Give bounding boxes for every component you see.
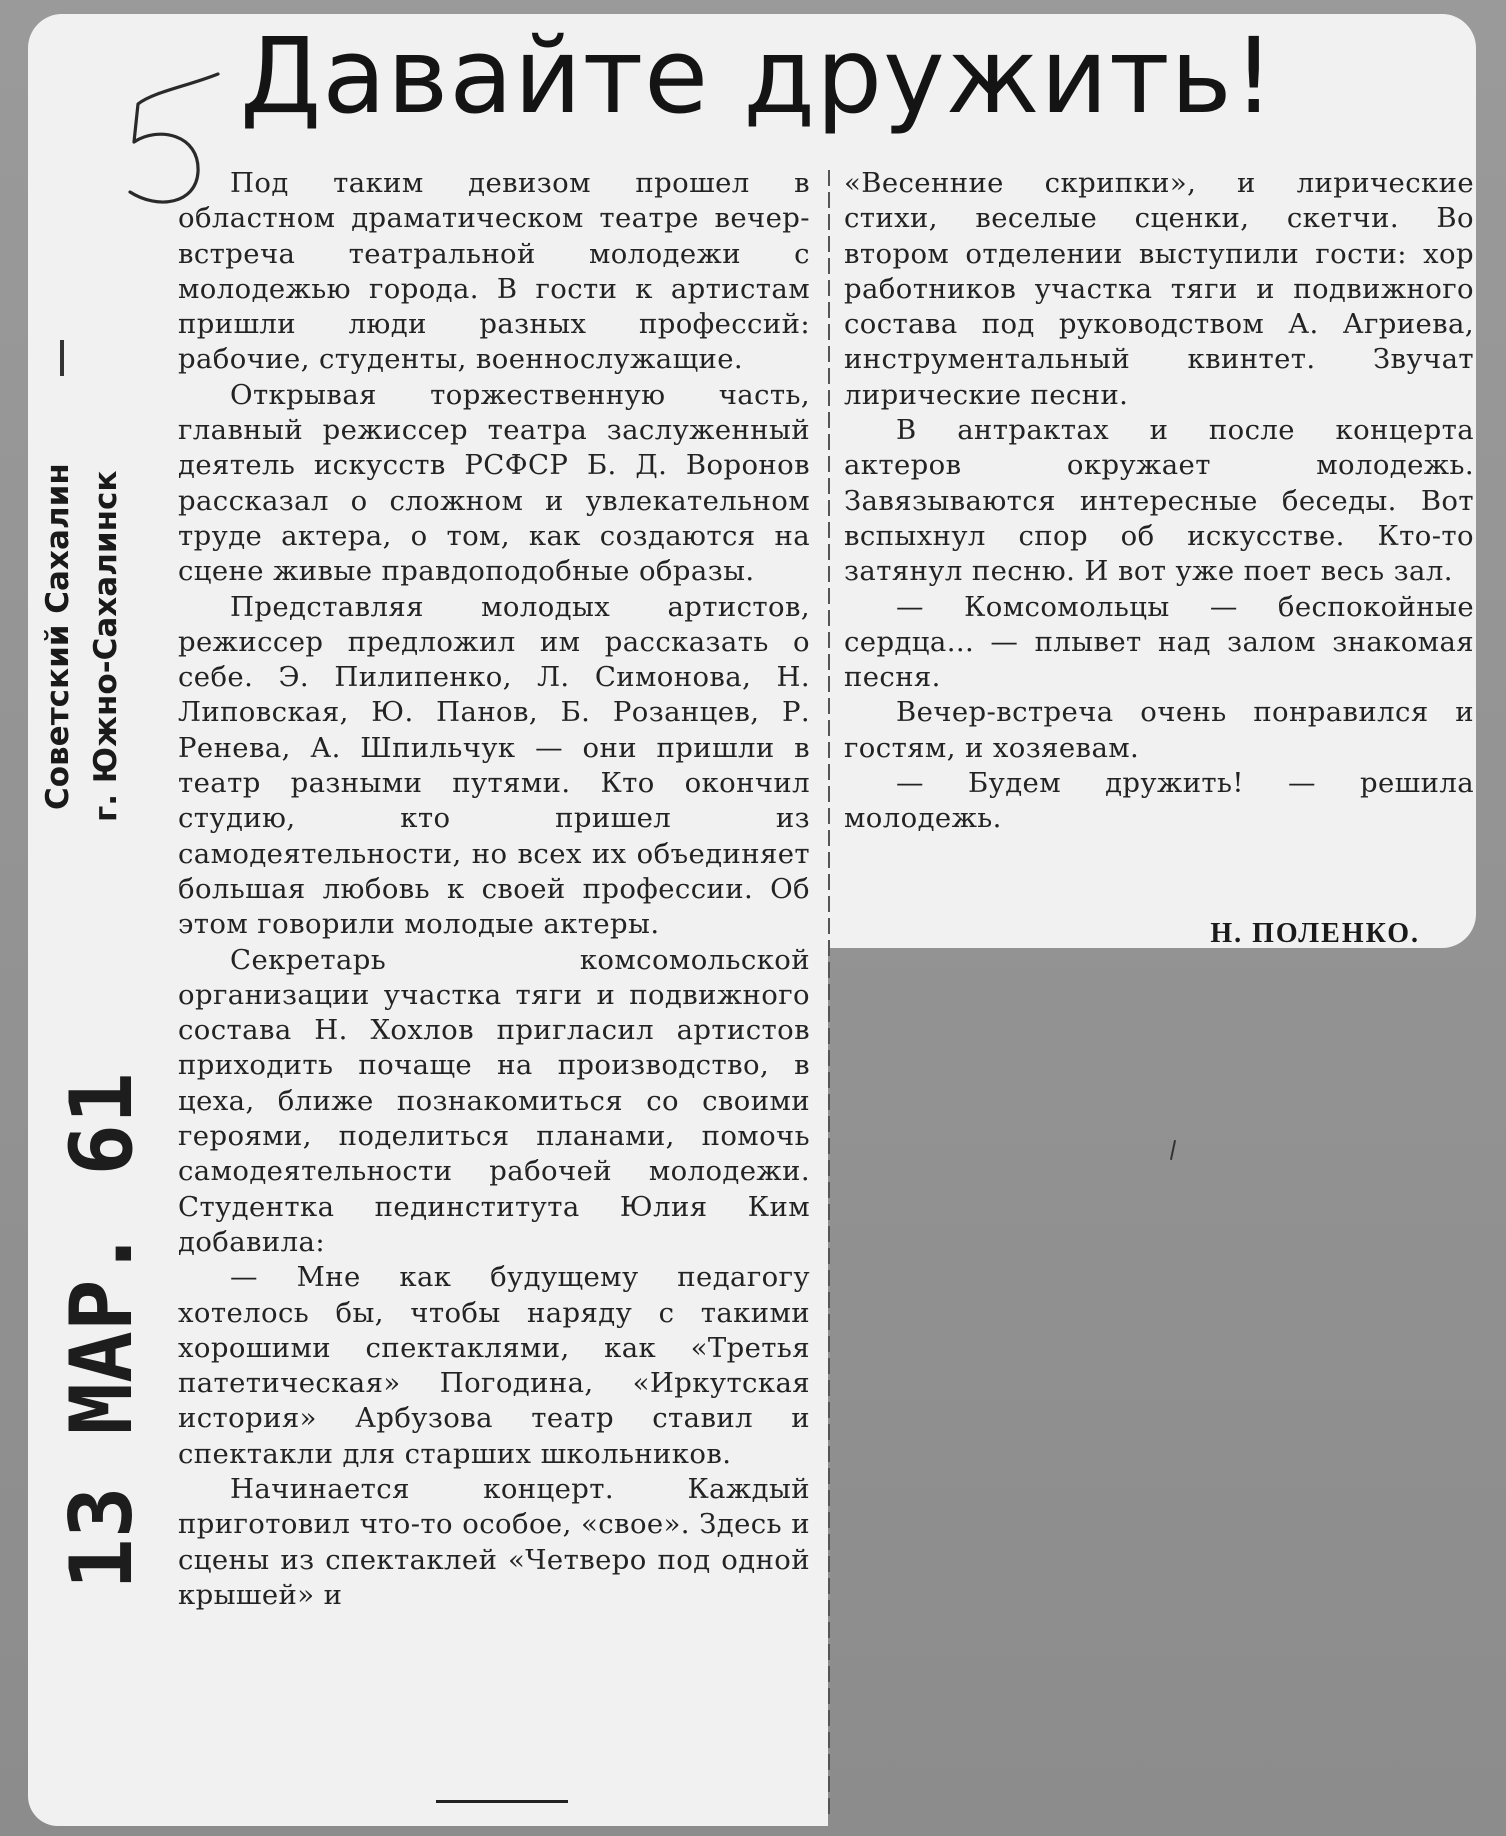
article-headline: Давайте дружить! bbox=[240, 15, 1276, 137]
paragraph: Открывая торжественную часть, главный режиссер театра заслуженный деятель искусств РСФСР Б. Д. Воронов рассказал о сложном и увлекательном труде актера, о том, как создаются на сцене живые правдоподобные образы. bbox=[178, 378, 810, 588]
paragraph: Секретарь комсомольской организации участка тяги и подвижного состава Н. Хохлов пригласил артистов приходить почаще на производство, в цеха, ближе познакомиться со своими героями, поделиться планами, помочь самодеятельности рабочей молодежи. Студентка пединститута Юлия Ким добавила: bbox=[178, 943, 810, 1258]
paragraph: — Комсомольцы — беспокойные сердца... — плывет над залом знакомая песня. bbox=[844, 590, 1474, 694]
margin-mark bbox=[60, 340, 64, 376]
column-divider bbox=[828, 170, 830, 1820]
paragraph: Представляя молодых артистов, режиссер предложил им рассказать о себе. Э. Пилипенко, Л. Симонова, Н. Липовская, Ю. Панов, Б. Розанцев, Р. Ренева, А. Шпильчук — они пришли в театр разными путями. Кто окончил студию, кто пришел из самодеятельности, но всех их объединяет большая любовь к своей профессии. Об этом говорили молодые актеры. bbox=[178, 590, 810, 941]
paragraph: «Весенние скрипки», и лирические стихи, веселые сценки, скетчи. Во втором отделении выступили гости: хор работников участка тяги и подвижного состава под руководством А. Агриева, инструментальный квинтет. Звучат лирические песни. bbox=[844, 167, 1474, 411]
source-city: г. Южно-Сахалинск bbox=[88, 470, 124, 822]
paragraph: — Будем дружить! — решила молодежь. bbox=[844, 767, 1474, 835]
source-newspaper-name: Советский Сахалин bbox=[40, 463, 76, 810]
paragraph: Вечер-встреча очень понравился и гостям, и хозяевам. bbox=[844, 696, 1474, 764]
underline-mark bbox=[436, 1800, 568, 1803]
paragraph: — Мне как будущему педагогу хотелось бы, чтобы наряду с такими хорошими спектаклями, как «Третья патетическая» Погодина, «Иркутская история» Арбузова театр ставил и спектакли для старших школьников. bbox=[178, 1261, 810, 1470]
paragraph: В антрактах и после концерта актеров окружает молодежь. Завязываются интересные беседы. Вот вспыхнул спор об искусстве. Кто-то затянул песню. И вот уже поет весь зал. bbox=[844, 414, 1474, 588]
paragraph: Под таким девизом прошел в областном драматическом театре вечер-встреча театральной молодежи с молодежью города. В гости к артистам пришли люди разных профессий: рабочие, студенты, военнослужащие. bbox=[178, 167, 810, 376]
article-left-column bbox=[178, 166, 810, 1613]
article-right-column bbox=[844, 166, 1474, 837]
date-stamp: 13 МАР. 61 bbox=[52, 1072, 152, 1590]
author-signature: Н. ПОЛЕНКО. bbox=[1210, 918, 1420, 949]
paragraph: Начинается концерт. Каждый приготовил что-то особое, «свое». Здесь и сцены из спектаклей «Четверо под одной крышей» и bbox=[178, 1472, 810, 1611]
